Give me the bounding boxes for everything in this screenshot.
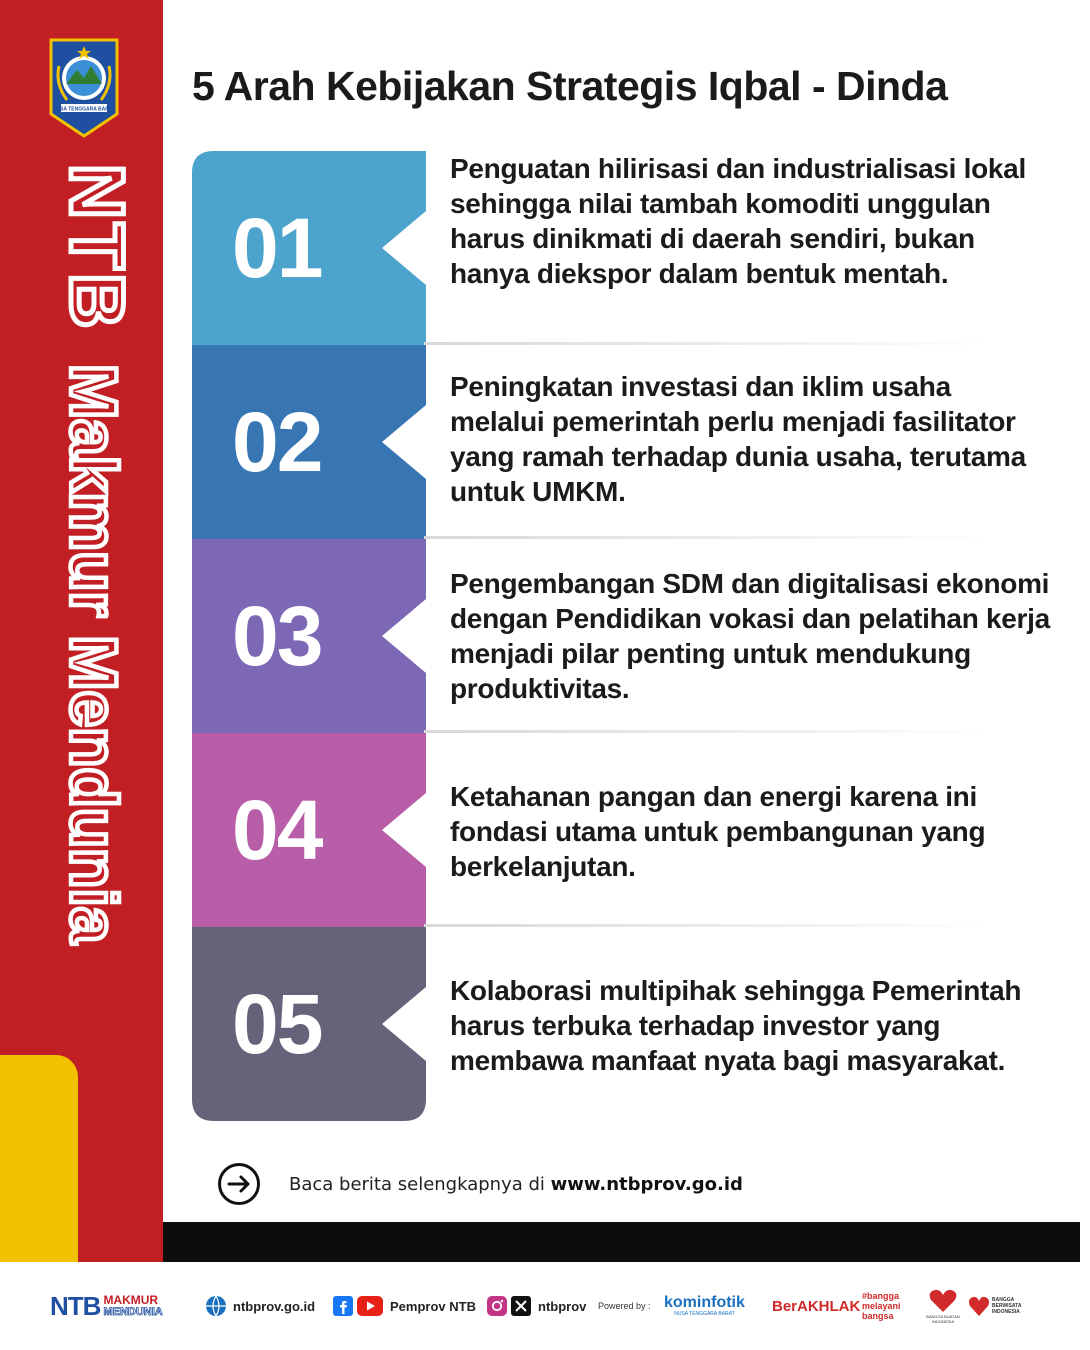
vertical-brand-text bbox=[43, 164, 139, 964]
vertical-tagline-text: Makmur Mendunia bbox=[57, 364, 131, 944]
logo-mendunia-text: MENDUNIA bbox=[103, 1306, 163, 1318]
bangga-melayani-text: #bangga melayani bangsa bbox=[862, 1291, 901, 1321]
black-footer-bar bbox=[163, 1222, 1080, 1262]
ntb-emblem-icon bbox=[47, 36, 121, 140]
powered-by-text: Powered by : bbox=[598, 1301, 651, 1311]
bangga-berwisata-text: BANGGA BERWISATA INDONESIA bbox=[992, 1297, 1022, 1315]
berakhlak-text: BerAKHLAK bbox=[772, 1297, 861, 1315]
item-number-2: 02 bbox=[232, 395, 322, 489]
social-fb-yt-text: Pemprov NTB bbox=[390, 1298, 476, 1314]
item-description-3: Pengembangan SDM dan digitalisasi ekonomi dengan Pendidikan vokasi dan pelatihan kerja menjadi pilar penting untuk mendukung produktivitas. bbox=[450, 568, 1050, 704]
instagram-icon bbox=[487, 1296, 507, 1316]
bangga-buatan-text: BANGGA BUATAN INDONESIA bbox=[926, 1314, 960, 1324]
left-sidebar bbox=[0, 0, 163, 1262]
logo-makmur-text: MAKMUR bbox=[103, 1293, 159, 1307]
read-more-text bbox=[289, 1174, 743, 1195]
item-number-4: 04 bbox=[232, 783, 322, 877]
globe-icon bbox=[205, 1295, 227, 1317]
item-description-1: Penguatan hilirisasi dan industrialisasi lokal sehingga nilai tambah komoditi unggulan harus dinikmati di daerah sendiri, bukan hanya diekspor dalam bentuk mentah. bbox=[450, 153, 1026, 289]
item-number-3: 03 bbox=[232, 589, 322, 683]
heart-logo-icon bbox=[968, 1294, 990, 1318]
policy-item-4 bbox=[192, 733, 1052, 927]
facebook-youtube-link[interactable] bbox=[333, 1262, 476, 1350]
policy-item-2 bbox=[192, 345, 1052, 539]
item-number-1: 01 bbox=[232, 201, 322, 295]
ntb-makmur-logo bbox=[50, 1262, 163, 1350]
item-description-4: Ketahanan pangan dan energi karena ini fondasi utama untuk pembangunan yang berkelanjutan. bbox=[450, 781, 986, 882]
emblem-caption: NUSA TENGGARA BARAT bbox=[52, 106, 116, 113]
item-number-5: 05 bbox=[232, 977, 322, 1071]
website-text: ntbprov.go.id bbox=[233, 1298, 316, 1314]
powered-by-label bbox=[598, 1262, 651, 1350]
bottom-logo-strip bbox=[0, 1262, 1080, 1350]
item-description-5: Kolaborasi multipihak sehingga Pemerintah harus terbuka terhadap investor yang membawa manfaat nyata bagi masyarakat. bbox=[450, 975, 1022, 1076]
arrow-right-circle-icon[interactable] bbox=[217, 1162, 261, 1206]
facebook-icon bbox=[333, 1296, 353, 1316]
number-block-3 bbox=[192, 539, 426, 733]
page-title: 5 Arah Kebijakan Strategis Iqbal - Dinda bbox=[192, 63, 948, 109]
read-more-line[interactable] bbox=[217, 1162, 743, 1206]
x-icon bbox=[511, 1296, 531, 1316]
number-block-5 bbox=[192, 927, 426, 1121]
kominfotik-name: kominfotik bbox=[664, 1294, 745, 1311]
youtube-icon bbox=[357, 1296, 383, 1316]
policy-list bbox=[192, 151, 1052, 1121]
social-ig-x-text: ntbprov bbox=[538, 1298, 587, 1314]
number-block-1 bbox=[192, 151, 426, 345]
kominfotik-sub: NUSA TENGGARA BARAT bbox=[674, 1311, 735, 1317]
sidebar-yellow-accent bbox=[0, 1055, 78, 1262]
number-block-4 bbox=[192, 733, 426, 927]
instagram-x-link[interactable] bbox=[487, 1262, 586, 1350]
vertical-ntb-text: NTB bbox=[54, 164, 139, 333]
read-more-link[interactable]: www.ntbprov.go.id bbox=[550, 1173, 743, 1195]
website-link[interactable] bbox=[205, 1262, 315, 1350]
bangga-buatan-logo bbox=[922, 1262, 964, 1350]
heart-logo-icon bbox=[928, 1288, 958, 1314]
bangga-melayani-logo bbox=[862, 1262, 920, 1350]
bangga-berwisata-logo bbox=[968, 1262, 1026, 1350]
kominfotik-logo bbox=[664, 1262, 745, 1350]
berakhlak-logo bbox=[772, 1262, 860, 1350]
logo-ntb-text: NTB bbox=[50, 1290, 101, 1321]
item-description-2: Peningkatan investasi dan iklim usaha melalui pemerintah perlu menjadi fasilitator yang ramah terhadap dunia usaha, terutama untuk UMKM. bbox=[450, 371, 1026, 507]
policy-item-5 bbox=[192, 927, 1052, 1121]
read-more-prefix: Baca berita selengkapnya di bbox=[289, 1173, 551, 1195]
number-block-2 bbox=[192, 345, 426, 539]
policy-item-1 bbox=[192, 151, 1052, 345]
policy-item-3 bbox=[192, 539, 1052, 733]
